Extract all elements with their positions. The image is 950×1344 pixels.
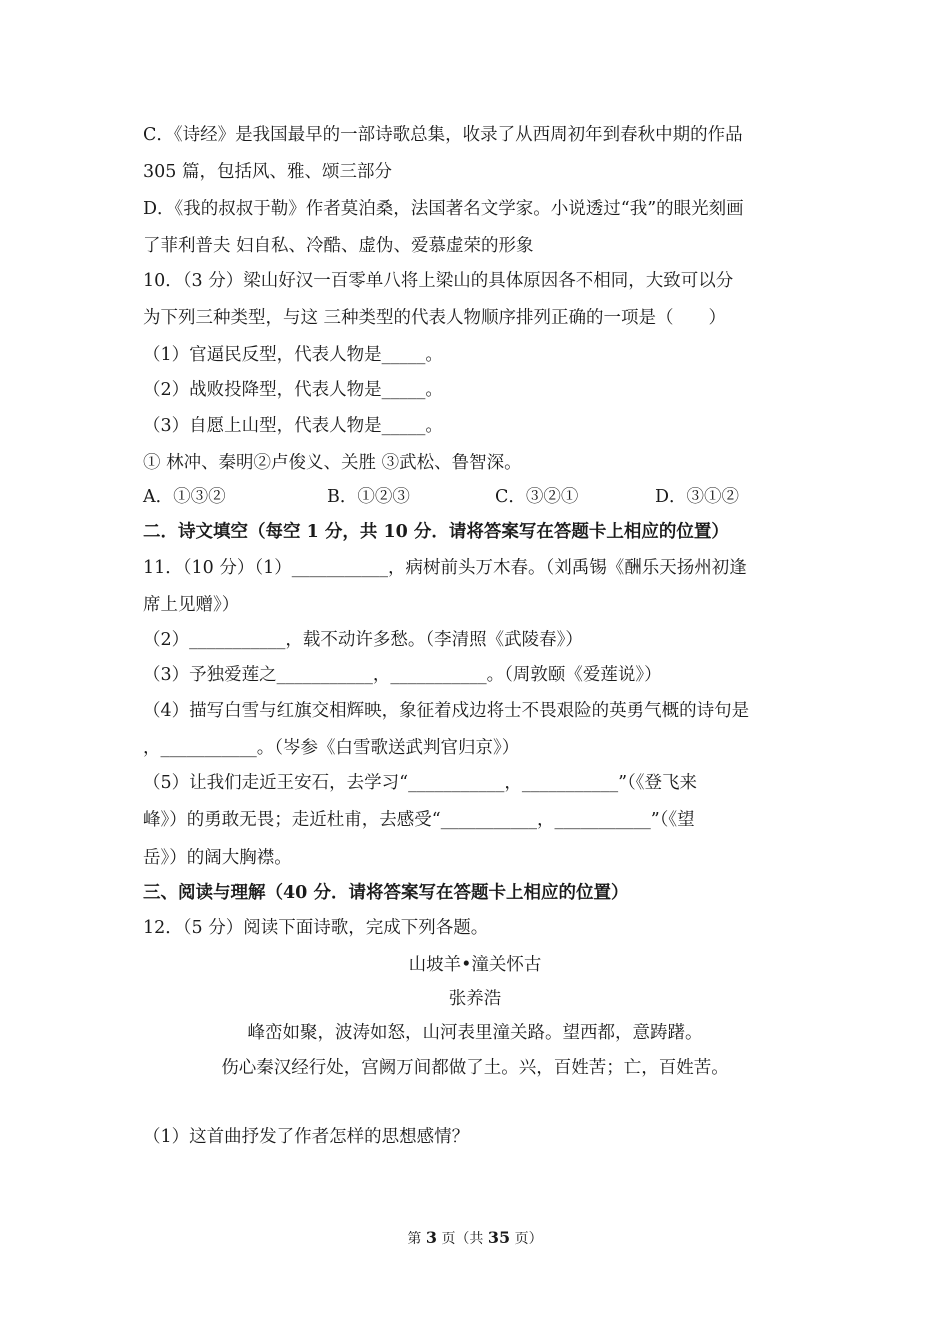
option-c-text: C．《诗经》是我国最早的一部诗歌总集，收录了从西周初年到春秋中期的作品 xyxy=(143,125,743,145)
question-12-stem: 12．（5 分）阅读下面诗歌，完成下列各题。 xyxy=(143,918,489,938)
option-c-text-cont: 305 篇，包括风、雅、颂三部分 xyxy=(143,162,392,182)
footer-page-number: 3 xyxy=(425,1228,437,1247)
question-10-stem: 10．（3 分）梁山好汉一百零单八将上梁山的具体原因各不相同，大致可以分 xyxy=(143,271,734,291)
poem-author: 张养浩 xyxy=(448,989,502,1009)
question-10-type-2: （2）战败投降型，代表人物是_____。 xyxy=(143,380,443,400)
option-d-text-cont: 了菲利普夫 妇自私、冷酷、虚伪、爱慕虚荣的形象 xyxy=(143,236,534,256)
question-10-people: ① 林冲、秦明②卢俊义、关胜 ③武松、鲁智深。 xyxy=(143,453,522,473)
footer-suffix: 页） xyxy=(514,1231,543,1247)
option-a: A．①③② xyxy=(143,487,226,507)
question-11-part-1-cont: 席上见赠》） xyxy=(143,595,240,615)
question-11-part-3: （3）予独爱莲之___________，___________。（周敦颐《爱莲说》） xyxy=(143,665,662,685)
question-11-part-5-end: 岳》）的阔大胸襟。 xyxy=(143,848,292,868)
question-11-part-1: 11．（10 分）（1）___________，病树前头万木春。（刘禹锡《酬乐天扬州初逢 xyxy=(143,558,747,578)
question-11-part-4-cont: ，___________。（岑参《白雪歌送武判官归京》） xyxy=(143,738,520,758)
page-footer xyxy=(0,1228,950,1249)
question-10-type-1: （1）官逼民反型，代表人物是_____。 xyxy=(143,345,443,365)
section-2-heading: 二．诗文填空（每空 1 分，共 10 分．请将答案写在答题卡上相应的位置） xyxy=(143,522,729,542)
option-b: B．①②③ xyxy=(327,487,410,507)
poem-title: 山坡羊•潼关怀古 xyxy=(408,955,542,975)
section-3-heading: 三、阅读与理解（40 分．请将答案写在答题卡上相应的位置） xyxy=(143,883,629,903)
question-11-part-4: （4）描写白雪与红旗交相辉映，象征着戍边将士不畏艰险的英勇气概的诗句是 xyxy=(143,701,750,721)
question-12-part-1: （1）这首曲抒发了作者怎样的思想感情？ xyxy=(143,1127,470,1147)
question-11-part-2: （2）___________，载不动许多愁。（李清照《武陵春》） xyxy=(143,630,583,650)
footer-prefix: 第 xyxy=(407,1231,422,1247)
footer-total-pages: 35 xyxy=(487,1228,511,1247)
option-d-text: D．《我的叔叔于勒》作者莫泊桑，法国著名文学家。小说透过“我”的眼光刻画 xyxy=(143,199,744,219)
option-d: D．③①② xyxy=(655,487,740,507)
poem-line-1: 峰峦如聚，波涛如怒，山河表里潼关路。望西都，意踌躇。 xyxy=(247,1023,703,1043)
question-10-type-3: （3）自愿上山型，代表人物是_____。 xyxy=(143,416,443,436)
option-c: C．③②① xyxy=(495,487,579,507)
question-11-part-5-cont: 峰》）的勇敢无畏；走近杜甫，去感受“___________，___________”（《望 xyxy=(143,810,695,830)
poem-line-2: 伤心秦汉经行处，宫阙万间都做了土。兴，百姓苦；亡，百姓苦。 xyxy=(221,1058,729,1078)
question-10-stem-cont: 为下列三种类型，与这 三种类型的代表人物顺序排列正确的一项是（ ） xyxy=(143,308,727,328)
footer-mid: 页（共 xyxy=(441,1231,484,1247)
question-11-part-5: （5）让我们走近王安石，去学习“___________，___________”（《登飞来 xyxy=(143,773,698,793)
